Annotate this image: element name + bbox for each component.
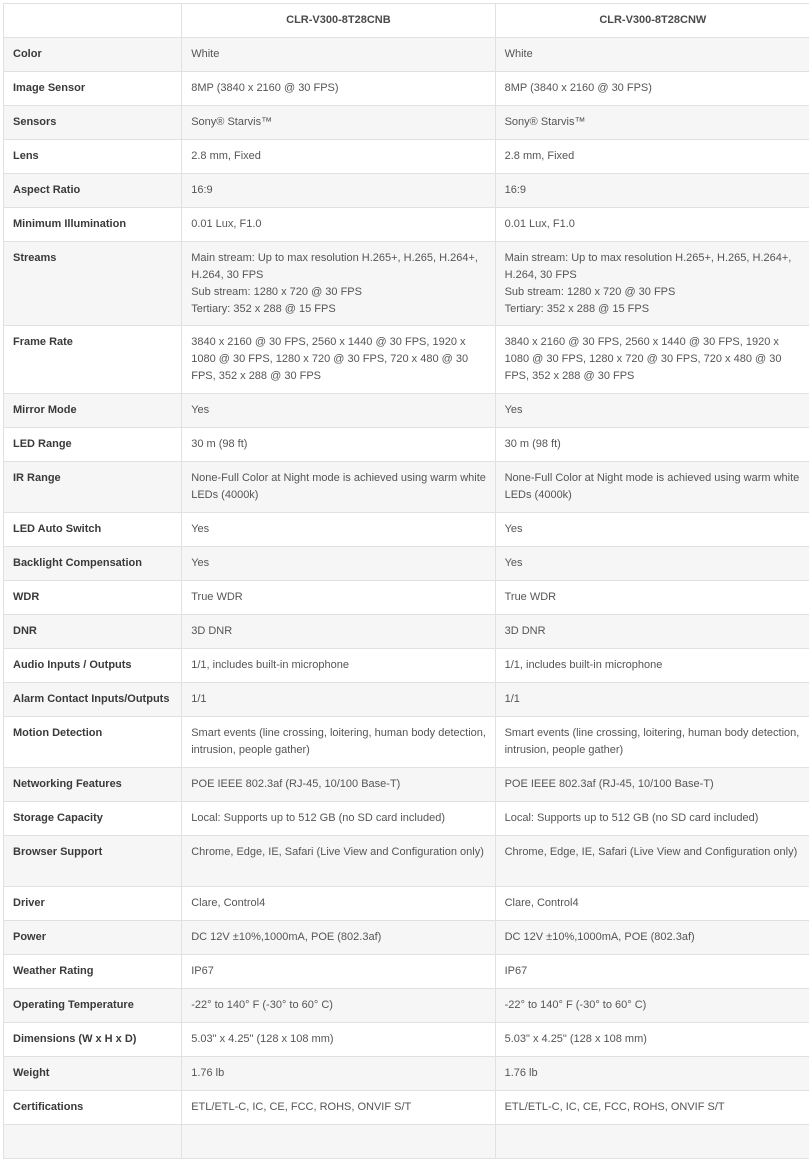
spec-label: Browser Support [4, 836, 182, 887]
spec-value: POE IEEE 802.3af (RJ-45, 10/100 Base-T) [495, 768, 809, 802]
spec-value: 8MP (3840 x 2160 @ 30 FPS) [495, 72, 809, 106]
spec-label: DNR [4, 615, 182, 649]
table-row [4, 106, 809, 140]
table-row [4, 38, 809, 72]
table-row [4, 174, 809, 208]
spec-label: Motion Detection [4, 717, 182, 768]
spec-value: -22° to 140° F (-30° to 60° C) [182, 989, 495, 1023]
spec-label: Driver [4, 887, 182, 921]
spec-value: Yes [182, 394, 495, 428]
spec-value: 3D DNR [495, 615, 809, 649]
spec-label: Minimum Illumination [4, 208, 182, 242]
spec-label: Storage Capacity [4, 802, 182, 836]
spec-value: 1/1, includes built-in microphone [495, 649, 809, 683]
table-row [4, 513, 809, 547]
table-row [4, 921, 809, 955]
spec-value: 2.8 mm, Fixed [495, 140, 809, 174]
table-row [4, 140, 809, 174]
spec-value: 3D DNR [182, 615, 495, 649]
spec-value: 1.76 lb [495, 1057, 809, 1091]
spec-label: LED Range [4, 428, 182, 462]
spec-value: White [495, 38, 809, 72]
spec-value: Main stream: Up to max resolution H.265+, H.265, H.264+, H.264, 30 FPS Sub stream: 1280 x 720 @ 30 FPS Tertiary: 352 x 288 @ 15 FPS [182, 242, 495, 326]
spec-value: 1.76 lb [182, 1057, 495, 1091]
table-row [4, 717, 809, 768]
table-row [4, 581, 809, 615]
spec-value [182, 1125, 495, 1159]
spec-label: Sensors [4, 106, 182, 140]
table-row [4, 887, 809, 921]
spec-value: -22° to 140° F (-30° to 60° C) [495, 989, 809, 1023]
spec-label: LED Auto Switch [4, 513, 182, 547]
spec-value: Yes [182, 513, 495, 547]
spec-value: 30 m (98 ft) [182, 428, 495, 462]
spec-value: Smart events (line crossing, loitering, human body detection, intrusion, people gather) [182, 717, 495, 768]
spec-value: True WDR [182, 581, 495, 615]
spec-value: Yes [495, 513, 809, 547]
table-row [4, 242, 809, 326]
spec-value: 8MP (3840 x 2160 @ 30 FPS) [182, 72, 495, 106]
table-row [4, 768, 809, 802]
spec-value: Clare, Control4 [182, 887, 495, 921]
table-row [4, 836, 809, 887]
spec-value: 1/1 [182, 683, 495, 717]
table-row [4, 1057, 809, 1091]
spec-value: Yes [182, 547, 495, 581]
spec-label: Certifications [4, 1091, 182, 1125]
spec-label: Weather Rating [4, 955, 182, 989]
spec-value: DC 12V ±10%,1000mA, POE (802.3af) [182, 921, 495, 955]
spec-value: 3840 x 2160 @ 30 FPS, 2560 x 1440 @ 30 FPS, 1920 x 1080 @ 30 FPS, 1280 x 720 @ 30 FPS, 720 x 480 @ 30 FPS, 352 x 288 @ 30 FPS [495, 326, 809, 394]
spec-value: Sony® Starvis™ [182, 106, 495, 140]
table-row [4, 394, 809, 428]
spec-label: Operating Temperature [4, 989, 182, 1023]
product-column-header: CLR-V300-8T28CNB [182, 4, 495, 38]
spec-value: Chrome, Edge, IE, Safari (Live View and Configuration only) [182, 836, 495, 887]
spec-comparison-table [3, 3, 809, 1159]
spec-label: Audio Inputs / Outputs [4, 649, 182, 683]
spec-value: None-Full Color at Night mode is achieved using warm white LEDs (4000k) [495, 462, 809, 513]
spec-value: Local: Supports up to 512 GB (no SD card included) [182, 802, 495, 836]
table-row [4, 683, 809, 717]
spec-value: 1/1, includes built-in microphone [182, 649, 495, 683]
spec-value: ETL/ETL-C, IC, CE, FCC, ROHS, ONVIF S/T [182, 1091, 495, 1125]
spec-label: Networking Features [4, 768, 182, 802]
spec-value: 5.03" x 4.25" (128 x 108 mm) [182, 1023, 495, 1057]
spec-value: 1/1 [495, 683, 809, 717]
spec-label [4, 1125, 182, 1159]
spec-label: Aspect Ratio [4, 174, 182, 208]
table-row [4, 326, 809, 394]
spec-value: IP67 [495, 955, 809, 989]
table-row [4, 547, 809, 581]
spec-value: DC 12V ±10%,1000mA, POE (802.3af) [495, 921, 809, 955]
spec-value: White [182, 38, 495, 72]
table-row [4, 462, 809, 513]
spec-label: Color [4, 38, 182, 72]
table-header-row [4, 4, 809, 38]
spec-value: 5.03" x 4.25" (128 x 108 mm) [495, 1023, 809, 1057]
spec-value: 30 m (98 ft) [495, 428, 809, 462]
spec-label: IR Range [4, 462, 182, 513]
spec-value: 2.8 mm, Fixed [182, 140, 495, 174]
spec-label: WDR [4, 581, 182, 615]
spec-value: POE IEEE 802.3af (RJ-45, 10/100 Base-T) [182, 768, 495, 802]
table-row [4, 428, 809, 462]
header-corner-cell [4, 4, 182, 38]
spec-label: Streams [4, 242, 182, 326]
spec-label: Power [4, 921, 182, 955]
spec-value: 16:9 [182, 174, 495, 208]
spec-value: Clare, Control4 [495, 887, 809, 921]
spec-value: None-Full Color at Night mode is achieved using warm white LEDs (4000k) [182, 462, 495, 513]
spec-value: Chrome, Edge, IE, Safari (Live View and Configuration only) [495, 836, 809, 887]
spec-value: 16:9 [495, 174, 809, 208]
table-row [4, 802, 809, 836]
table-row [4, 208, 809, 242]
spec-value: Yes [495, 547, 809, 581]
spec-value: 3840 x 2160 @ 30 FPS, 2560 x 1440 @ 30 FPS, 1920 x 1080 @ 30 FPS, 1280 x 720 @ 30 FPS, 720 x 480 @ 30 FPS, 352 x 288 @ 30 FPS [182, 326, 495, 394]
spec-value [495, 1125, 809, 1159]
spec-label: Weight [4, 1057, 182, 1091]
spec-label: Dimensions (W x H x D) [4, 1023, 182, 1057]
product-column-header: CLR-V300-8T28CNW [495, 4, 809, 38]
spec-label: Mirror Mode [4, 394, 182, 428]
spec-value: IP67 [182, 955, 495, 989]
table-row [4, 649, 809, 683]
spec-value: Smart events (line crossing, loitering, human body detection, intrusion, people gather) [495, 717, 809, 768]
spec-label: Lens [4, 140, 182, 174]
spec-value: ETL/ETL-C, IC, CE, FCC, ROHS, ONVIF S/T [495, 1091, 809, 1125]
spec-value: Sony® Starvis™ [495, 106, 809, 140]
spec-value: 0.01 Lux, F1.0 [495, 208, 809, 242]
table-row [4, 1023, 809, 1057]
spec-value: 0.01 Lux, F1.0 [182, 208, 495, 242]
table-row [4, 1091, 809, 1125]
spec-label: Alarm Contact Inputs/Outputs [4, 683, 182, 717]
table-row [4, 1125, 809, 1159]
spec-value: Main stream: Up to max resolution H.265+, H.265, H.264+, H.264, 30 FPS Sub stream: 1280 x 720 @ 30 FPS Tertiary: 352 x 288 @ 15 FPS [495, 242, 809, 326]
table-row [4, 615, 809, 649]
table-row [4, 989, 809, 1023]
spec-label: Image Sensor [4, 72, 182, 106]
spec-label: Frame Rate [4, 326, 182, 394]
spec-label: Backlight Compensation [4, 547, 182, 581]
table-row [4, 955, 809, 989]
spec-value: True WDR [495, 581, 809, 615]
spec-value: Yes [495, 394, 809, 428]
spec-value: Local: Supports up to 512 GB (no SD card included) [495, 802, 809, 836]
table-row [4, 72, 809, 106]
